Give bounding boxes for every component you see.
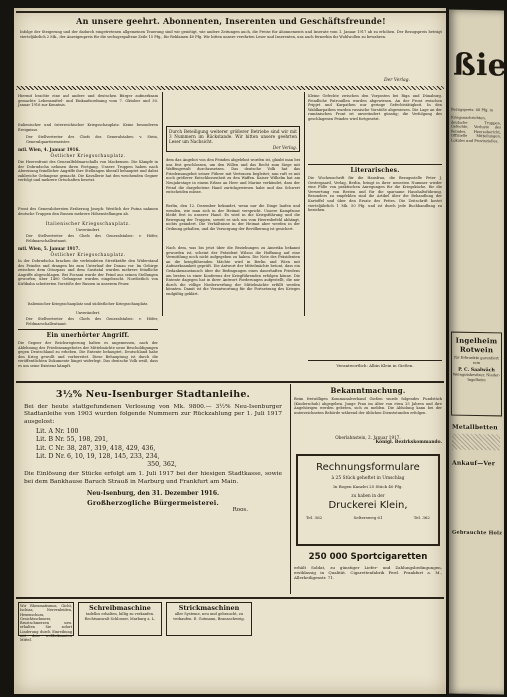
header-banner: An unsere geehrt. Abonnenten, Inserenten und Geschäftsfreunde! xyxy=(76,16,386,26)
anleihe-title: 3½% Neu-Isenburger Stadtanleihe. xyxy=(55,389,251,400)
bottom-ads-rule xyxy=(16,597,444,599)
anleihe-row: Lit. C Nr. 38, 287, 319, 418, 429, 436, xyxy=(36,444,156,452)
ads-top-rule xyxy=(16,381,444,383)
rechnung-contact-row xyxy=(306,515,430,520)
anleihe-row: Lit. D Nr. 6, 10, 19, 128, 145, 233, 234, xyxy=(36,452,160,460)
rechnung-street: Seltersweg 61 xyxy=(353,515,383,520)
notice-box-signature: Der Verlag. xyxy=(272,145,297,150)
schreibmaschine-title: Schreibmaschine xyxy=(89,604,151,612)
column-rule-1 xyxy=(162,92,163,316)
bekanntmachung-text: Beim freiwilligen Kommunalverband Gießen wurde folgendes Fundstück (Kinderschuh) abgegeben. Junge Frau im Alter von etwa 25 Jahren und ihre Angehörigen werden gebeten, sich zu melden. Die Abholung kann bei der unterzeichneten Behörde während der üblichen Dienststunden erfolgen. xyxy=(294,397,442,415)
rechnungsformulare-ad xyxy=(296,454,440,546)
left-signed-3: Der Stellvertreter des Chefs des Generalstabes: v. Höfer, Feldmarschalleutnant. xyxy=(26,317,158,326)
bekanntmachung-title: Bekanntmachung. xyxy=(330,386,406,395)
anleihe-office: Großherzogliche Bürgermeisterei. xyxy=(87,499,219,508)
left-paragraph-4: Front des Generalobersten Erzherzog Joseph: Westlich der Putna nahmen deutsche Truppen den Russen mehrere Höhenstellungen ab. xyxy=(18,207,158,216)
top-rule xyxy=(16,11,446,13)
left-date-2: mtl. Wien, 5. Januar 1917. xyxy=(18,246,80,251)
side-ad-pattern xyxy=(452,434,500,451)
bekanntmachung-date: Oberlahnstein, 2. Januar 1917. xyxy=(335,435,401,440)
angriff-rule xyxy=(18,329,158,330)
anleihe-row: 350, 362, xyxy=(147,461,177,469)
side-ad-subtitle: Rotwein xyxy=(459,344,494,355)
sportcigaretten-ad xyxy=(294,552,442,594)
side-ad-ingelheim xyxy=(451,332,502,417)
left-signed-2: Der Stellvertreter des Chefs des Generalstabes: v. Höfer, Feldmarschalleutnant. xyxy=(26,234,158,243)
left-heading-4: Östlicher Kriegsschauplatz. xyxy=(50,253,126,258)
side-ad-name: P. C. Saalwäch xyxy=(458,367,495,374)
angriff-title: Ein unerhörter Angriff. xyxy=(46,332,130,339)
header-signature: Der Verlag. xyxy=(384,78,410,83)
ads-column-rule xyxy=(290,384,291,594)
left-signed-1: Der Stellvertreter des Chefs des Generalstabes: v. Stein, Generalquartiermeister. xyxy=(26,135,158,144)
rechnung-from: zu haben in der xyxy=(351,493,385,498)
anleihe-text-2: Die Einlösung der Stücke erfolgt am 1. Juli 1917 bei der hiesigen Stadtkasse, sowie bei dem Bankhause Baruch Strauß in Marburg und Frankfurt am Main. xyxy=(24,471,282,485)
side-ad-holz: Gebrauchte Holz xyxy=(452,529,503,537)
rechnung-subtitle: à 25 Stück geheftet in Umschlag xyxy=(331,476,405,481)
side-ad-metallbetten: Metallbetten xyxy=(452,423,498,432)
left-paragraph-5: Unverändert. xyxy=(75,228,101,232)
literary-title: Literarisches. xyxy=(350,167,400,174)
rechnung-title: Rechnungsformulare xyxy=(316,462,420,473)
bekanntmachung-office: Königl. Bezirkskommando. xyxy=(375,440,442,445)
bekanntmachung-ad xyxy=(294,386,442,448)
anleihe-numbers xyxy=(36,428,288,469)
rechnung-tel: Tel. 362 xyxy=(306,515,323,520)
middle-text-2: Berlin, den 12. Dezember bekundet, wenn nur die Dinge laufen und wenden, wie man sich in der Heimat verspricht. Unsere Kampfzone bleibt fest in unserer Hand. Es wird in die Kriegsführung und die Bewegung der Truppen, soweit es sich um vom Heeresbefehl abhängt, nichts geändert. Die Verhältnisse in der Heimat aber werden in der Ordnung gehalten, und die Versorgung der Bevölkerung ist gesichert. xyxy=(166,204,300,231)
left-paragraph-3: Die Heeresfront des Generalfeldmarschalls von Mackensen. Die Kämpfe in der Dobrudscha nehmen ihren Fortgang. Unsere Truppen haben nach Abweisung feindlicher Angriffe ihre Stellungen überall behauptet und dabei zahlreiche Gefangene gemacht. Die Kavallerie hat den weichenden Gegner verfolgt und mehrere Ortschaften besetzt. xyxy=(18,160,158,183)
left-paragraph-1: Hiermit brachte eine auf andere und deutschen Bürger aufmerksam gemachte Lebensmittel- und Einkaufsordnung vom 7. Oktober und 30. Januar 1916 zur Kenntnis. xyxy=(18,94,158,108)
notice-box-text: Durch Beteiligung weiterer größerer Betriebe sind wir mit 3 Nummern im Rückstande. Wir bitten unsere geehrten Leser um Nachsicht. xyxy=(169,129,297,145)
adjacent-page xyxy=(449,10,507,695)
literary-text: Die Wochenschrift für die Hausfrau, die Bezugsstelle Peter J. Oestergaard, Verlag, Berlin, bringt in ihrer neuesten Nummer wieder eine Fülle von praktischen Anregungen für die Kriegsküche, für die Verwertung von Resten und für die sparsame Haushaltsführung. Besonders zu empfehlen sind die Artikel über die Behandlung der Kartoffel und über den Ersatz des Fettes. Die Zeitschrift kostet vierteljährlich 1 Mk. 50 Pfg. und ist durch jede Buchhandlung zu beziehen. xyxy=(308,176,442,213)
middle-text-3: Nach dem, was bis jetzt über die Beziehungen zu Amerika bekannt geworden ist, scheint der Präsident Wilson die Hoffnung auf eine Vermittlung noch nicht aufgegeben zu haben. Die Note des Präsidenten an die kriegführenden Mächte wird in Berlin und Wien mit Aufmerksamkeit geprüft. Die Antwort der Mittelmächte betont, dass ein Gedankenaustausch über die Bedingungen eines dauerhaften Friedens am besten in einer Konferenz der Kriegführenden erfolgen könne. Die Entente dagegen hat in ihrer Antwort Forderungen aufgestellt, die nur durch die völlige Niederwerfung der Mittelmächte erfüllt werden könnten. Damit ist die Verantwortung für die Fortsetzung des Krieges endgültig geklärt. xyxy=(166,246,300,296)
angriff-text: Die Gegner der Reichsregierung halten es angemessen, nach der Ablehnung des Friedensangebotes der Mittelmächte neue Beschuldigungen gegen Deutschland zu erheben. Die Entente behauptet, Deutschland habe den Krieg gewollt und vorbereitet. Diese Behauptung ist durch die veröffentlichten Dokumente längst widerlegt. Das deutsche Volk weiß, dass es um seine Existenz kämpft. xyxy=(18,341,158,368)
side-ad-ankauf: Ankauf—Ver xyxy=(452,459,496,468)
left-paragraph-2: Italienischer und österreichischer Kriegsschauplatz. Keine besonderen Ereignisse. xyxy=(18,123,158,132)
side-ad-place: Weingutsbesitzer, Nieder-Ingelheim xyxy=(452,372,501,382)
editor-rule xyxy=(308,360,442,361)
side-ad-text: für Erkrankte garantiert rein xyxy=(454,355,499,365)
strickmaschinen-text: aller Systeme, neu und gebraucht, zu verkaufen. E. Gutmann, Braunschweig. xyxy=(173,612,245,621)
anleihe-row: Lit. B Nr. 55, 198, 291, xyxy=(36,436,108,444)
left-paragraph-6: In der Dobrudscha brachen die verbündeten Streitkräfte den Widerstand des Feindes und drangen bis zum Unterlauf der Donau vor. Im Gebirge zwischen dem Oitozpass und dem Susitatal wurden mehrere feindliche Angriffe abgeschlagen. Bei Focsani wurde der Feind aus seinen Stellungen geworfen; über 1400 Gefangene wurden eingebracht. Nordöstlich von Kirlibaba scheiterten Vorstöße der Russen in unserem Feuer. xyxy=(18,259,158,286)
bottom-ad-strickmaschinen xyxy=(166,602,252,636)
right-text-1: Kleine Gefechte zwischen den Vorposten bei Riga und Dünaburg. Feindliche Patrouillen wurden abgewiesen. An der Front zwischen Pripjet und Karpathen nur geringe Gefechtstätigkeit. In den Waldkarpathen wurden russische Vorstöße abgewiesen. Die Lage an der rumänischen Front ist unverändert günstig; die Verfolgung des geschlagenen Feindes wird fortgesetzt. xyxy=(308,94,442,121)
left-heading-2: Östlicher Kriegsschauplatz. xyxy=(50,154,126,159)
notice-box xyxy=(166,126,300,152)
bottom-ad-rheumatismus: Wir Rheumatismus, Gicht, Ischias, Nervenleiden, Hexenschuss, Gesichtsschmerz, Brustschmerzen usw. erhalten Sie sofort Linderung durch Einreibung mit dem weltbekannten Mittel. xyxy=(20,604,72,643)
literary-rule xyxy=(308,164,442,165)
sport-text: erhält Soldat, zu günstiger Liefer- und Zahlungsbedingungen, erstklassig in Qualität. Cigarettenfabrik Ferd. Frankfurt a. M., Allerheiligenstr. 71. xyxy=(294,565,442,580)
header-divider xyxy=(16,86,444,90)
left-paragraph-7: Unverändert. xyxy=(75,311,101,315)
middle-text-1: dem das Angebot von den Feinden abgelehnt worden ist, glaubt man bei uns fest geschlossen, um den Willen und das Recht zum Siege mit Waffengewalt durchzusetzen. Das deutsche Volk hat das Friedensangebot seiner Führer mit Vertrauen begleitet; nun ruft es mit noch größerer Entschlossenheit zu den Waffen. Kaiser Wilhelm hat am Neujahrstage in einem Erlass an Heer und Marine verkündet, dass der Feind die dargebotene Hand zurückgewiesen habe und das Schwert entscheiden müsse. xyxy=(166,158,300,195)
anleihe-text: Bei der heute stattgefundenen Verlosung von Mk. 9800.— 3½% Neu-Isenburger Stadtanleihe von 1903 wurden folgende Nummern zur Rückzahlung per 1. Juli 1917 ausgelost: xyxy=(24,404,282,425)
rechnung-tel-2: Tel. 362 xyxy=(413,515,430,520)
newspaper-page xyxy=(14,8,446,694)
header-intro: Infolge der Steigerung und der dadurch eingetretenen allgemeinen Teuerung sind wir genötigt, wie andere Zeitungen auch, die Preise für Abonnements und Inserate vom 1. Januar 1917 ab zu erhöhen. Der Bezugspreis beträgt vierteljährlich 2 Mk., der Anzeigenpreis für die sechsgespaltene Zeile 15 Pfg., für Reklamen 40 Pfg. Wir bitten unsere verehrten Leser und Inserenten, uns auch fernerhin ihr Wohlwollen zu bewahren. xyxy=(20,30,442,39)
column-rule-2 xyxy=(304,92,305,316)
anleihe-date: Neu-Isenburg, den 31. Dezember 1916. xyxy=(86,490,220,498)
bottom-ad-schreibmaschine xyxy=(78,602,162,636)
schreibmaschine-text: tadellos erhalten, billig zu verkaufen. Rechtsanwalt Schlosser, Marburg a. L. xyxy=(84,612,156,621)
side-masthead: ßie xyxy=(453,47,507,84)
side-ad-title: Ingelheim xyxy=(455,335,498,346)
anleihe-row: Lit. A Nr. 100 xyxy=(36,428,79,436)
strickmaschinen-title: Strickmaschinen xyxy=(178,604,240,612)
sport-title: 250 000 Sportcigaretten xyxy=(308,552,428,562)
anleihe-ad xyxy=(18,386,288,594)
side-text: Kriegsnachrichten, deutsche Truppen, Gefechte, Verluste des Feindes, Heeresbericht, Offizielle Mitteilungen, Lokales und Provinzielles. xyxy=(451,115,501,144)
left-heading-5: Italienischer Kriegsschauplatz und südöstlicher Kriegsschauplatz. xyxy=(27,302,149,306)
left-date-1: mtl. Wien, 4. Januar 1916. xyxy=(18,147,80,152)
rechnung-company: Druckerei Klein, xyxy=(328,500,408,511)
anleihe-name: Roos. xyxy=(232,507,248,514)
side-price: Bezugspreis: 40 Pfg. m xyxy=(451,107,494,113)
rechnung-detail: In Bogen Kanzlei 25 Stück 40 Pfg. xyxy=(333,484,403,489)
editor-line: Verantwortlich: Albin Klein in Gießen. xyxy=(336,363,414,368)
left-heading-3: Italienischer Kriegsschauplatz. xyxy=(45,222,131,227)
